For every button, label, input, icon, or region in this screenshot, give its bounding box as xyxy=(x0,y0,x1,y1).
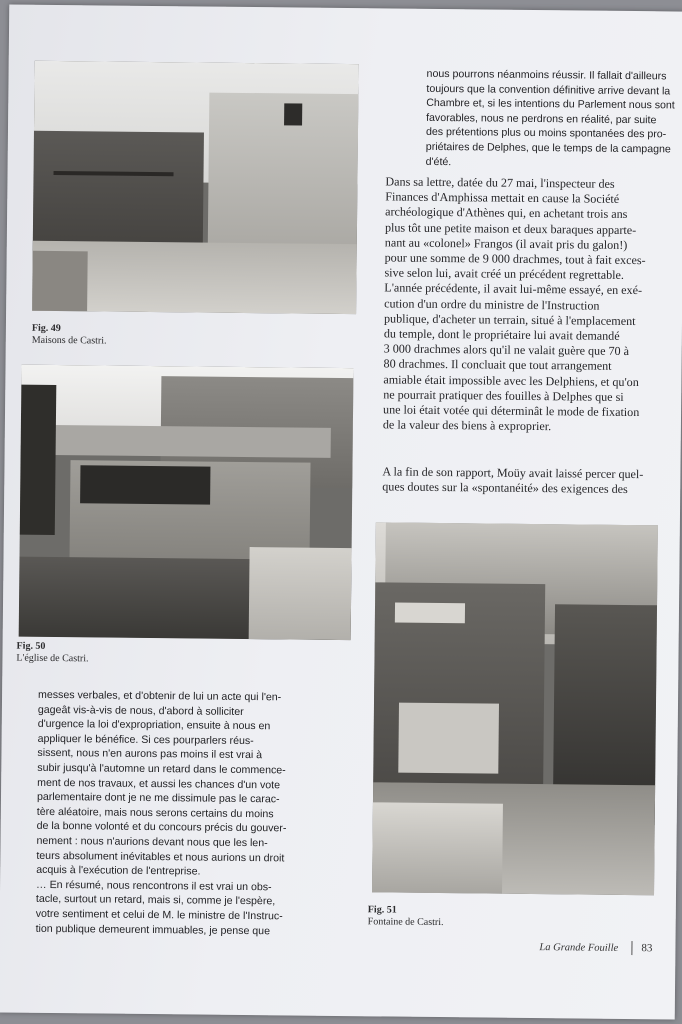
text-line: du temple, dont le propriétaire lui avait demandé xyxy=(383,326,620,343)
text-line: tacle, surtout un retard, mais si, comme je l'espère, xyxy=(35,893,276,908)
figure-49-caption xyxy=(32,323,107,348)
text-line: gageât vis-à-vis de nous, d'abord à solliciter xyxy=(37,703,244,718)
figure-caption-text: Fontaine de Castri. xyxy=(367,916,444,929)
text-line: ment de nos travaux, et aussi les chances d'un vote xyxy=(37,776,281,791)
running-title: La Grande Fouille xyxy=(539,942,619,954)
figure-caption-text: Maisons de Castri. xyxy=(31,334,107,347)
text-line: nement : nous n'aurions devant nous que les len- xyxy=(36,834,268,850)
figure-51-caption xyxy=(368,904,444,929)
figure-caption-text: L'église de Castri. xyxy=(16,652,89,665)
text-line: 3 000 drachmes alors qu'il ne valait guère que 70 à xyxy=(383,341,630,359)
text-line: d'urgence la loi d'expropriation, ensuite à nous en xyxy=(37,718,271,733)
text-line: tion publique demeurent immuables, je pense que xyxy=(35,922,271,937)
footer-separator xyxy=(631,941,632,955)
text-line: archéologique d'Athènes qui, en achetant trois ans xyxy=(385,204,628,222)
text-line: nous pourrons néanmoins réussir. Il fallait d'ailleurs xyxy=(426,67,667,83)
photo-eglise-de-castri xyxy=(19,365,354,640)
text-line: pour une somme de 9 000 drachmes, tout à fait exces- xyxy=(384,250,646,268)
text-line: ne pourrait pratiquer des fouilles à Delphes que si xyxy=(383,387,624,404)
photo-fontaine-de-castri xyxy=(372,522,658,895)
text-line: d'été. xyxy=(425,155,452,168)
text-line: tère aléatoire, mais nous serons certains du moins xyxy=(36,805,274,821)
text-line: L'année précédente, il avait lui-même essayé, en exé- xyxy=(384,280,643,298)
body-paragraph-2 xyxy=(382,464,668,497)
text-line: Chambre et, si les intentions du Parlement nous sont xyxy=(426,97,675,112)
quote-block-bottom xyxy=(36,688,339,939)
text-line: sive selon lui, avait créé un précédent regrettable. xyxy=(384,265,624,283)
text-line: messes verbales, et d'obtenir de lui un acte qui l'en- xyxy=(38,688,282,704)
text-line: de la bonne volonté et du concours précis du gouver- xyxy=(36,820,287,835)
text-line: votre sentiment et celui de M. le ministre de l'Instruc- xyxy=(35,907,283,923)
book-page xyxy=(0,4,682,1019)
photo-maisons-de-castri xyxy=(32,61,359,314)
text-line: 80 drachmes. Il concluait que tout arrangement xyxy=(383,356,612,374)
text-line: cution d'un ordre du ministre de l'Instruction xyxy=(384,296,600,313)
quote-block-top xyxy=(426,67,675,172)
figure-label: Fig. 49 xyxy=(31,322,61,335)
text-line: A la fin de son rapport, Moüy avait laissé percer quel- xyxy=(382,464,644,482)
text-line: toujours que la convention définitive arrive devant la xyxy=(426,82,671,98)
figure-label: Fig. 50 xyxy=(16,640,46,652)
text-line: acquis à l'exécution de l'entreprise. xyxy=(36,863,201,878)
text-line: Dans sa lettre, datée du 27 mai, l'inspecteur des xyxy=(385,174,615,191)
text-line: Finances d'Amphissa mettait en cause la Société xyxy=(385,189,620,207)
text-line: appliquer le bénéfice. Si ces pourparlers réus- xyxy=(37,732,254,747)
text-line: ques doutes sur la «spontanéité» des exigences des xyxy=(382,479,628,497)
text-line: nant au «colonel» Frangos (il avait pris du galon!) xyxy=(384,235,628,252)
figure-50-caption xyxy=(16,641,88,666)
text-line: plus tôt une petite maison et deux baraques apparte- xyxy=(384,220,637,237)
text-line: de la valeur des biens à exproprier. xyxy=(382,417,552,434)
text-line: teurs absolument inévitables et nous aurions un droit xyxy=(36,849,285,864)
text-line: … En résumé, nous rencontrons il est vrai un obs- xyxy=(36,878,272,894)
text-line: parlementaire dont je ne me dissimule pas le carac- xyxy=(36,790,280,806)
figure-label: Fig. 51 xyxy=(367,904,397,916)
text-line: subir jusqu'à l'automne un retard dans le commence- xyxy=(37,761,286,777)
text-line: une loi était votée qui déterminât le mode de fixation xyxy=(383,402,640,420)
text-line: sissent, nous n'en aurons pas moins il est vrai à xyxy=(37,747,263,762)
text-line: favorables, nous ne perdrons en réalité, par suite xyxy=(426,111,657,127)
text-line: amiable était impossible avec les Delphiens, et qu'on xyxy=(383,372,639,389)
text-line: des prétentions plus ou moins spontanées des pro- xyxy=(425,126,667,141)
text-line: publique, d'acheter un terrain, situé à l'emplacement xyxy=(383,311,636,328)
text-line: priétaires de Delphes, que le temps de la campagne xyxy=(425,140,671,156)
body-paragraph-1 xyxy=(383,174,672,435)
page-number: 83 xyxy=(641,942,653,955)
